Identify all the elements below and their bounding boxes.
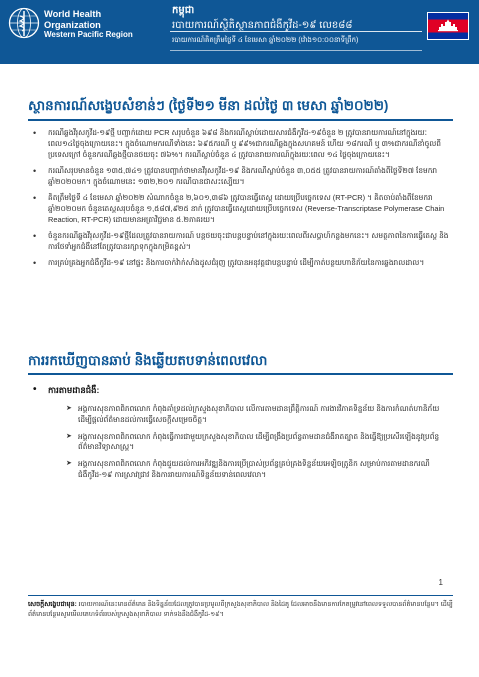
cambodia-flag-icon <box>427 12 469 40</box>
list-item: • ចំនួនករណីឆ្លងវីរុសកូវីដ-១៩ថ្មីដែលត្រូវបានរាយការណ៍ បន្តថយចុះជាបន្តបន្ទាប់នៅក្នុងរយៈពេលពីរសប្តាហ៍កន្លងមកនេះ។ សមត្ថភាពនៃការធ្វើតេស្ត និងការថែទាំអ្នកជំងឺនៅតែត្រូវបានរក្សាទុកក្នុងកម្រិតខ្ពស់។ <box>48 231 450 253</box>
arrow-right-icon: ➤ <box>66 405 72 412</box>
surveillance-list <box>66 404 450 487</box>
header-divider-2 <box>170 50 422 51</box>
summary-bullet-list <box>48 128 450 274</box>
header-divider <box>170 31 422 32</box>
list-item <box>66 431 450 454</box>
section-response-title: ការរកឃើញបានឆាប់ និងឆ្លើយតបទាន់ពេលវេលា <box>28 353 268 368</box>
who-wordmark <box>44 9 133 41</box>
surveillance-subheading: • ការតាមដានជំងឺ: <box>48 385 99 398</box>
section-response-rule <box>28 373 453 375</box>
list-item: • ការគ្រប់គ្រងអ្នកជំងឺកូវីដ-១៩ នៅផ្ទះ និងការចាក់វ៉ាក់សាំងដូសជំរុញ ត្រូវបានអនុវត្តជាបន្តបន្ទាប់ ដើម្បីកាត់បន្ថយហានិភ័យនៃការឆ្លងរាលដាល។ <box>48 258 450 269</box>
report-header <box>0 0 479 64</box>
section-summary-rule <box>28 119 453 121</box>
page-number: 1 <box>438 578 443 587</box>
list-item <box>66 459 450 481</box>
arrow-right-icon: ➤ <box>66 460 72 468</box>
report-date: របាយការណ៍គិតត្រឹមថ្ងៃទី ៤ ខែមេសា ឆ្នាំ២០២២ (វ៉ោង១០:០០នាទីព្រឹក) <box>172 37 359 44</box>
list-item-text: អង្គការសុខភាពពិភពលោក កំពុងធ្វើការជាមួយក្រសួងសុខាភិបាល ដើម្បីពង្រឹងប្រព័ន្ធតាមដានជំងឺរាតត្បាត និងធ្វើឱ្យប្រសើរឡើងនូវប្រព័ន្ធព័ត៌មានវិទ្យាសាស្ត្រ។ <box>78 431 440 452</box>
org-region: Western Pacific Region <box>44 30 133 39</box>
list-item-text: អង្គការសុខភាពពិភពលោក កំពុងជួយដល់ការអភិវឌ្ឍនិងការប្រើប្រាស់ប្រព័ន្ធគ្រប់គ្រងទិន្នន័យអេឡិចត្រូនិក សម្រាប់ការតាមដានករណីជំងឺកូវីដ-១៩ ការស្រាវជ្រាវ និងការរាយការណ៍ទិន្នន័យទាន់ពេលវេលា។ <box>78 459 430 479</box>
list-item: • គិតត្រឹមថ្ងៃទី ៤ ខែមេសា ឆ្នាំ២០២២ សំណាកចំនួន ២,៦០១,៣៨៦ ត្រូវបានធ្វើតេស្ត ដោយប្រើបច្ចេកទេស (RT-PCR) ។ គិតចាប់តាំងពីខែមករា ឆ្នាំ២០២០មក ចំនួនតេស្តសរុបចំនួន ១,៥៨៧,៩២៥ នាក់ ត្រូវបានធ្វើតេស្តដោយប្រើបច្ចេកទេស (Reverse-Transcriptase Polymerase Chain Reaction, RT-PCR) ដោយមានអត្រាវិជ្ជមាន ៥.២ភាគរយ។ <box>48 193 450 225</box>
section-summary-title: ស្ថានការណ៍សង្ខេបសំខាន់ៗ (ថ្ងៃទី២១ មីនា ដល់ថ្ងៃ ៣ មេសា ឆ្នាំ២០២២) <box>28 98 389 113</box>
footnote-label: សេចក្តីសង្ខេបជាមុន: <box>28 601 77 608</box>
header-title-block <box>172 4 358 48</box>
arrow-right-icon: ➤ <box>66 432 72 440</box>
org-name-line2: Organization <box>44 19 101 30</box>
list-item-text: អង្គការសុខភាពពិភពលោក កំពុងគាំទ្រដល់ក្រសួងសុខាភិបាល លើការតាមដានព្រឹត្តិការណ៍ ការងារវិភាគទិន្នន័យ និងការកំណត់ហានិភ័យ ដើម្បីផ្តល់ព័ត៌មានដល់ការធ្វើសេចក្តីសម្រេចចិត្ត។ <box>78 404 440 424</box>
list-item: • ករណីសរុបមានចំនួន ១៣៥,៧៤១ ត្រូវបានបញ្ជាក់ថាមានវីរុសកូវីដ-១៩ និងករណីស្លាប់ចំនួន ៣,០៥៥ ត្រូវបានរាយការណ៍តាំងពីថ្ងៃទី២៧ ខែមករា ឆ្នាំ២០២០មក។ ក្នុងចំណោមនេះ ១៣២,២០១ ករណីបានជាសះស្បើយ។ <box>48 166 450 188</box>
list-item: • ករណីឆ្លងវីរុសកូវីដ-១៩ថ្មី បញ្ជាក់ដោយ PCR សរុបចំនួន ៦៩៨ និងករណីស្លាប់ដោយសារជំងឺកូវីដ-១៩ចំនួន ២ ត្រូវបានរាយការណ៍នៅក្នុងរយៈពេល១៤ថ្ងៃចុងក្រោយនេះ។ ក្នុងចំណោមករណីទាំងនេះ ៦៩៥ករណី ឬ ៩៩%ជាករណីឆ្លងក្នុងសហគមន៍ ហើយ ១៨ករណី ឬ ៣%ជាករណីនាំចូលពីប្រទេសក្រៅ ចំនួនករណីឆ្លងថ្មីបានថយចុះ ៧៦%។ ករណីស្លាប់ចំនួន ៤ ត្រូវបានរាយការណ៍ក្នុងរយៈពេល ១៤ ថ្ងៃចុងក្រោយនេះ។ <box>48 128 450 160</box>
footer-divider <box>28 595 453 596</box>
org-name-line1: World Health <box>44 9 102 19</box>
footnote <box>28 600 453 620</box>
report-title: របាយការណ៍ស្ថិតិស្ថានភាពជំងឺកូវីដ-១៩ លេខ៨៨ <box>172 20 353 31</box>
list-item <box>66 404 450 426</box>
country-name: កម្ពុជា <box>172 5 195 16</box>
footnote-text: របាយការណ៍នេះមានព័ត៌មាន និងទិន្នន័យដែលត្រូវបានប្រមូលពីក្រសួងសុខាភិបាល និងដៃគូ ដែលអាចនឹងមានការកែតម្រូវនៅពេលទទួលបានព័ត៌មានបន្ថែម។ ដើម្បីព័ត៌មានបន្ថែមសូមមើលគេហទំព័ររបស់ក្រសួងសុខាភិបាល ទាក់ទងនឹងជំងឺកូវីដ-១៩។ <box>28 601 453 618</box>
who-emblem-icon <box>8 7 40 39</box>
